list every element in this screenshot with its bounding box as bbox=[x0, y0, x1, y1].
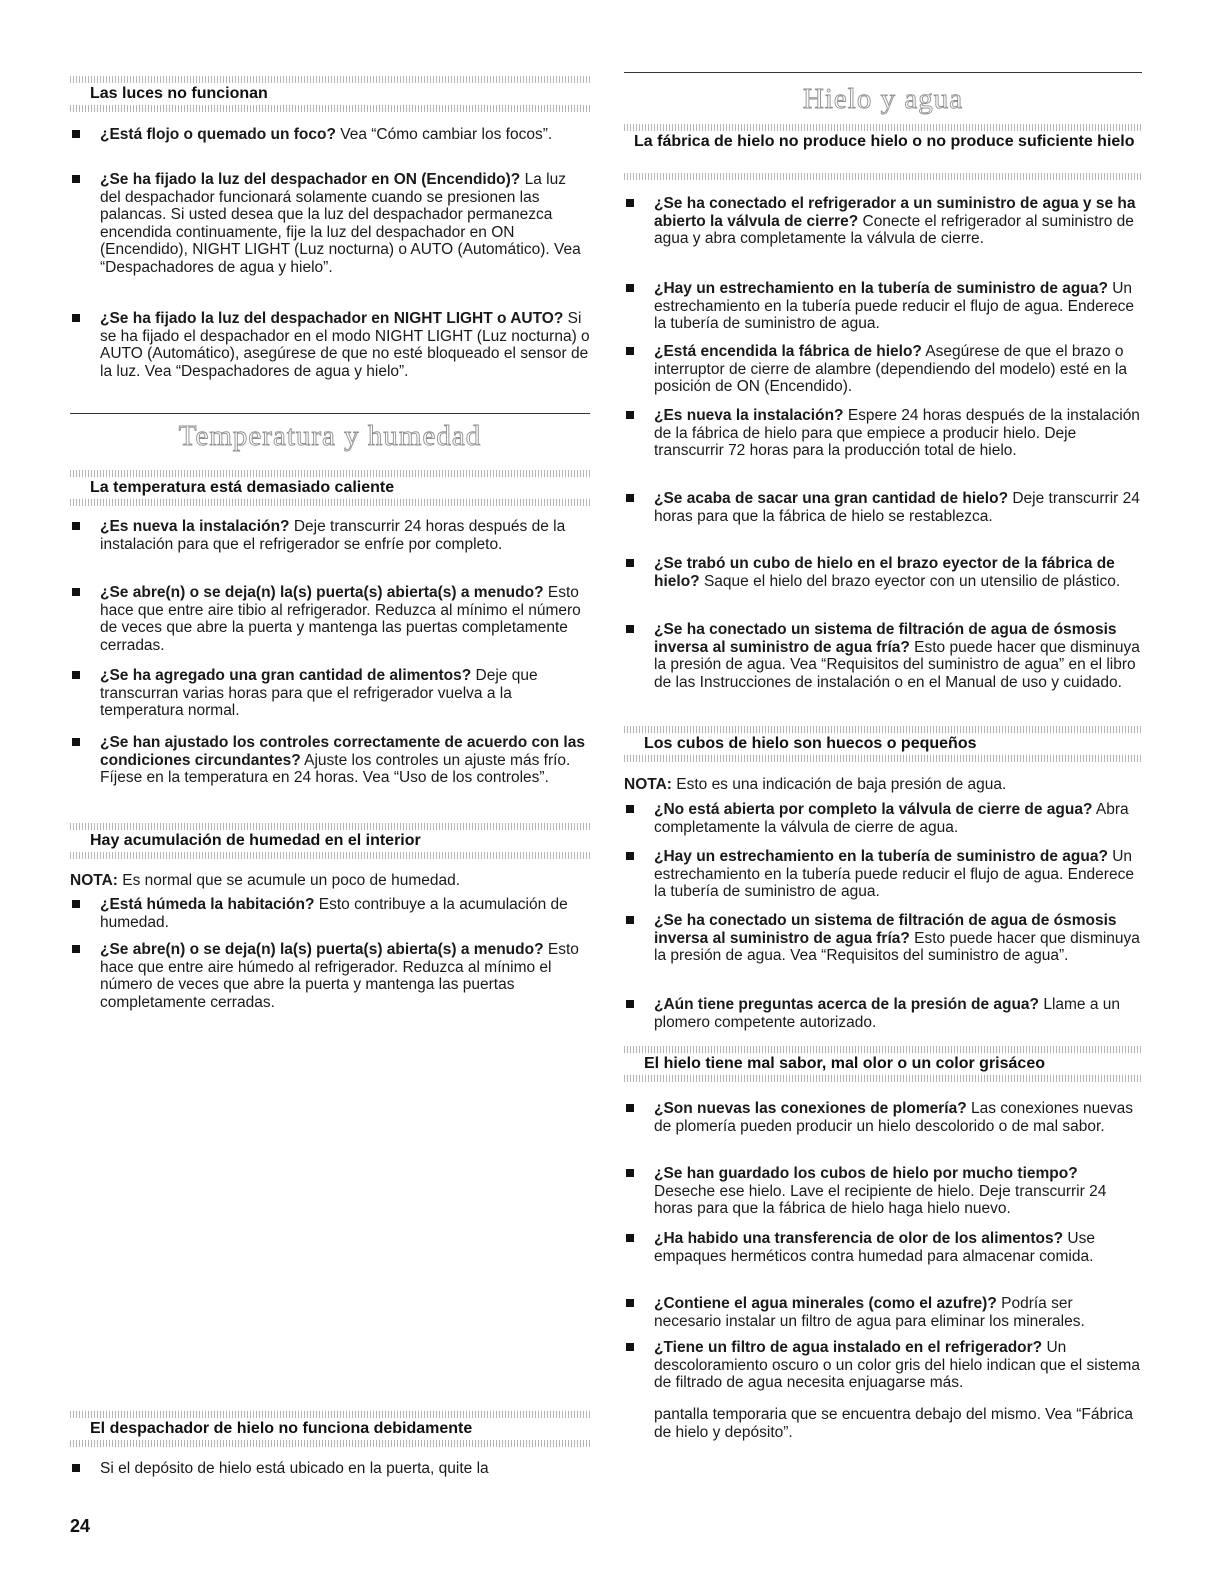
subheading-bad-taste: El hielo tiene mal sabor, mal olor o un color grisáceo bbox=[624, 1046, 1142, 1082]
subheading-temperature: La temperatura está demasiado caliente bbox=[70, 470, 590, 506]
bullet-icon bbox=[626, 284, 634, 292]
section-divider bbox=[624, 72, 1142, 73]
list-item: ¿Aún tiene preguntas acerca de la presión de agua? Llame a un plomero competente autorizado. bbox=[624, 996, 1142, 1031]
bullet-icon bbox=[626, 347, 634, 355]
list-item: ¿Está encendida la fábrica de hielo? Asegúrese de que el brazo o interruptor de cierre de alambre (dependiendo del modelo) esté en la posición de ON (Encendido). bbox=[624, 343, 1142, 396]
list-item: ¿No está abierta por completo la válvula de cierre de agua? Abra completamente la válvula de cierre de agua. bbox=[624, 801, 1142, 836]
list-item: ¿Contiene el agua minerales (como el azufre)? Podría ser necesario instalar un filtro de agua para eliminar los minerales. bbox=[624, 1295, 1142, 1330]
bullet-icon bbox=[626, 1000, 634, 1008]
bullet-icon bbox=[72, 130, 80, 138]
list-item: ¿Está húmeda la habitación? Esto contribuye a la acumulación de humedad. bbox=[70, 896, 590, 931]
bullet-icon bbox=[626, 916, 634, 924]
bullet-icon bbox=[626, 1104, 634, 1112]
list-item: ¿Se ha fijado la luz del despachador en NIGHT LIGHT o AUTO? Si se ha fijado el despachador en el modo NIGHT LIGHT (Luz nocturna) o AUTO (Automático), asegúrese de que no esté bloqueado el sensor de la luz. Vea “Despachadores de agua y hielo”. bbox=[70, 310, 590, 380]
bullet-icon bbox=[626, 1234, 634, 1242]
subheading-lights: Las luces no funcionan bbox=[70, 76, 590, 112]
list-item: ¿Ha habido una transferencia de olor de los alimentos? Use empaques herméticos contra humedad para almacenar comida. bbox=[624, 1230, 1142, 1265]
bullet-icon bbox=[72, 945, 80, 953]
bullet-icon bbox=[626, 411, 634, 419]
bullet-icon bbox=[626, 559, 634, 567]
bullet-icon bbox=[626, 1299, 634, 1307]
list-item: ¿Se acaba de sacar una gran cantidad de hielo? Deje transcurrir 24 horas para que la fábrica de hielo se restablezca. bbox=[624, 490, 1142, 525]
bullet-icon bbox=[72, 588, 80, 596]
list-item: ¿Se abre(n) o se deja(n) la(s) puerta(s) abierta(s) a menudo? Esto hace que entre aire tibio al refrigerador. Reduzca al mínimo el número de veces que abre la puerta y mantenga las puertas completamente cerradas. bbox=[70, 584, 590, 654]
list-item: ¿Es nueva la instalación? Deje transcurrir 24 horas después de la instalación para que el refrigerador se enfríe por completo. bbox=[70, 518, 590, 553]
bullet-icon bbox=[72, 900, 80, 908]
bullet-icon bbox=[72, 671, 80, 679]
list-item: ¿Está flojo o quemado un foco? Vea “Cómo cambiar los focos”. bbox=[70, 126, 590, 144]
bullet-icon bbox=[72, 314, 80, 322]
bullet-icon bbox=[626, 1343, 634, 1351]
list-item: ¿Se ha fijado la luz del despachador en ON (Encendido)? La luz del despachador funcionará solamente cuando se presionen las palancas. Si usted desea que la luz del despachador permanezca encendida continuamente, fije la luz del despachador en ON (Encendido), NIGHT LIGHT (Luz nocturna) o AUTO (Automático). Vea “Despachadores de agua y hielo”. bbox=[70, 171, 590, 276]
list-item: ¿Son nuevas las conexiones de plomería? Las conexiones nuevas de plomería pueden producir un hielo descolorido o de mal sabor. bbox=[624, 1100, 1142, 1135]
list-item: ¿Hay un estrechamiento en la tubería de suministro de agua? Un estrechamiento en la tubería puede reducir el flujo de agua. Enderece la tubería de suministro de agua. bbox=[624, 280, 1142, 333]
bullet-icon bbox=[72, 522, 80, 530]
bullet-icon bbox=[72, 175, 80, 183]
list-item: ¿Tiene un filtro de agua instalado en el refrigerador? Un descoloramiento oscuro o un color gris del hielo indican que el sistema de filtrado de agua necesita enjuagarse más. bbox=[624, 1339, 1142, 1392]
bullet-icon bbox=[626, 805, 634, 813]
bullet-icon bbox=[626, 625, 634, 633]
section-title-temperature: Temperatura y humedad bbox=[178, 420, 482, 452]
continuation-text: pantalla temporaria que se encuentra debajo del mismo. Vea “Fábrica de hielo y depósito”. bbox=[654, 1406, 1134, 1441]
list-item: ¿Se ha conectado un sistema de filtración de agua de ósmosis inversa al suministro de agua fría? Esto puede hacer que disminuya la presión de agua. Vea “Requisitos del suministro de agua” en el libro de las Instrucciones de instalación o en el Manual de uso y cuidado. bbox=[624, 621, 1142, 691]
list-item: Si el depósito de hielo está ubicado en la puerta, quite la bbox=[70, 1460, 590, 1478]
subheading-hollow-cubes: Los cubos de hielo son huecos o pequeños bbox=[624, 726, 1142, 762]
bullet-icon bbox=[626, 1169, 634, 1177]
bullet-icon bbox=[72, 738, 80, 746]
note: NOTA: Es normal que se acumule un poco de humedad. bbox=[70, 872, 461, 889]
bullet-icon bbox=[626, 494, 634, 502]
list-item: ¿Se han ajustado los controles correctamente de acuerdo con las condiciones circundantes? Ajuste los controles un ajuste más frío. Fíjese en la temperatura en 24 horas. Vea “Uso de los controles”. bbox=[70, 734, 590, 787]
list-item: ¿Se ha conectado el refrigerador a un suministro de agua y se ha abierto la válvula de cierre? Conecte el refrigerador al suministro de agua y abra completamente la válvula de cierre. bbox=[624, 195, 1142, 248]
list-item: ¿Hay un estrechamiento en la tubería de suministro de agua? Un estrechamiento en la tubería puede reducir el flujo de agua. Enderece la tubería de suministro de agua. bbox=[624, 848, 1142, 901]
list-item: ¿Se ha agregado una gran cantidad de alimentos? Deje que transcurran varias horas para que el refrigerador vuelva a la temperatura normal. bbox=[70, 667, 590, 720]
bullet-icon bbox=[72, 1464, 80, 1472]
list-item: ¿Es nueva la instalación? Espere 24 horas después de la instalación de la fábrica de hielo para que empiece a producir hielo. Deje transcurrir 72 horas para la producción total de hielo. bbox=[624, 407, 1142, 460]
note: NOTA: Esto es una indicación de baja presión de agua. bbox=[624, 776, 1007, 793]
section-divider bbox=[70, 413, 590, 414]
page-number: 24 bbox=[70, 1516, 91, 1536]
subheading-dispenser: El despachador de hielo no funciona debidamente bbox=[70, 1411, 590, 1447]
subheading-ice-maker: La fábrica de hielo no produce hielo o no produce suficiente hielo bbox=[624, 124, 1142, 180]
subheading-humidity: Hay acumulación de humedad en el interior bbox=[70, 823, 590, 859]
list-item: ¿Se trabó un cubo de hielo en el brazo eyector de la fábrica de hielo? Saque el hielo del brazo eyector con un utensilio de plástico. bbox=[624, 555, 1142, 590]
bullet-icon bbox=[626, 199, 634, 207]
bullet-icon bbox=[626, 852, 634, 860]
section-title-ice-water: Hielo y agua bbox=[802, 83, 964, 115]
list-item: ¿Se ha conectado un sistema de filtración de agua de ósmosis inversa al suministro de agua fría? Esto puede hacer que disminuya la presión de agua. Vea “Requisitos del suministro de agua”. bbox=[624, 912, 1142, 965]
list-item: ¿Se abre(n) o se deja(n) la(s) puerta(s) abierta(s) a menudo? Esto hace que entre aire húmedo al refrigerador. Reduzca al mínimo el número de veces que abre la puerta y mantenga las puertas completamente cerradas. bbox=[70, 941, 590, 1011]
list-item: ¿Se han guardado los cubos de hielo por mucho tiempo? Deseche ese hielo. Lave el recipiente de hielo. Deje transcurrir 24 horas para que la fábrica de hielo haga hielo nuevo. bbox=[624, 1165, 1142, 1218]
